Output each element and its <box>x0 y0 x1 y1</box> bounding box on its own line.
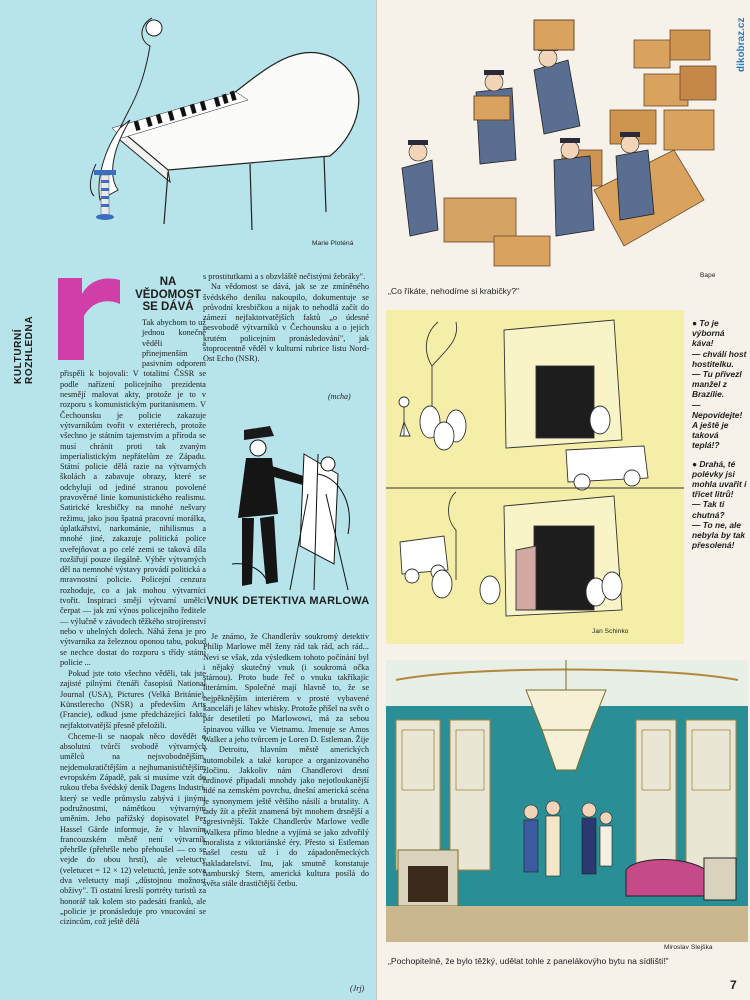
article1-paragraph-2: Pokud jste toto všechno věděli, tak jste zajisté pilnými čtenáři časopisů National Journal (USA), Pictures (Velká Británie), Künstlerecho (NSR) a především Arts (Francie), odkud jsme předcházející fakta nejfaktotvatější přesně přeložili. <box>60 669 206 730</box>
site-watermark-text: dikobraz.cz <box>736 17 747 72</box>
column-separator <box>376 0 377 1000</box>
article1-right-column <box>203 272 369 365</box>
article1-title: NA VĚDOMOST SE DÁVÁ <box>135 276 201 313</box>
joke-1-line-4: — Nepovídejte! A ještě je taková teplá!? <box>692 399 743 451</box>
article1-signature: (mcha) <box>328 392 351 401</box>
joke-1-line-2: — chválí host hostitelku. <box>692 348 747 369</box>
piano-illustration <box>0 0 376 262</box>
article2-title: VNUK DETEKTIVA MARLOWA <box>206 595 370 607</box>
section-tag-text: KULTURNÍ ROZHLEDNA <box>13 315 35 384</box>
joke-2 <box>692 459 748 551</box>
movers-cartoon <box>384 0 750 300</box>
joke-2-line-3: — To ne, ale nebyla by tak přesolená! <box>692 519 746 551</box>
article1-col2-top: s prostitutkami a s obzvláště nečistými žebráky". <box>203 272 366 281</box>
ballroom-cartoon-credit: Miroslav Slejška <box>664 944 713 951</box>
section-tag <box>13 268 37 384</box>
article1-col2-paragraph: Na vědomost se dává, jak se ze zmíněného švédského deníku nakoupilo, dokumentuje se průvodní kresbičkou a nijak to nehodlá začít do zámezí nejfaktotvatějších faktů „o údesné nesvobodě výtvarníků v Čechounsku a o jejich krutém policejním pronásledování", jak stoprocentně věděl v kulturní rubrice listu Nord-Ost Echo (NSR). <box>203 282 369 364</box>
ballroom-cartoon-caption: „Pochopitelně, že bylo těžký, udělat tohle z panelákovýho bytu na sídlišti!" <box>388 956 669 966</box>
article1-lead-text: Tak abychom to už jednou konečně věděli a přinejmenším pasivním odporem přispěli k bojovali: V totalitní ČSSR se podle nařízení policejního prezidenta nesmějí malovat akty, protože je to v rozporu s komunistickým puritanismem. V Čechounsku je policie zakazuje výtvarníkům tvořit v exteriérech, protože všechno je státním tajemstvím a příroda se musí chránit proti tak zvaným imperialistickým nepřátelům ze Západu. Státní policie dělá razie na výtvarných školách a zabavuje obrazy, které se odchylují od jediné stranou povolené pravověrné linie komunistického realismu. Satirické kresbičky na mnohé nešvary režimu, jako jsou špatná pracovní morálka, úplatkářství, narkománie, nihilismus a mnohé jiné, zakazuje politická police uveřejňovat a po celé zemi se taková díla rozšiřují pouze ilegálně. Výběr výtvarných děl na nemnohé výstavy provádí politická a mravnostní policie. Policejní cenzura rozhoduje, co a jak mohou výtvarníci tvořit. Inspiraci smějí výtvarní umělci čerpat — jak zní výnos policejního ředitele — výlučně v závodech těžkého strojírenství nebo v uhelných dolech. Náhá žena je pro výtvarníka za železnou oponou tabu, pokud se nechce dostat do rozporu s třídy státní policie ... <box>60 318 206 667</box>
policeman-painter-illustration <box>208 414 370 594</box>
article2-signature: (Jrj) <box>350 984 365 993</box>
building-cartoon-credit: Jan Schinko <box>592 628 629 635</box>
article1-lead <box>60 318 206 668</box>
article2-body <box>203 632 369 889</box>
joke-2-line-1: ● Drahá, té polévky jsi mohla uvařit i třicet litrů! <box>692 458 747 500</box>
movers-cartoon-caption: „Co říkáte, nehodíme si krabičky?" <box>388 286 520 296</box>
joke-1-line-1: ● To je výborná káva! <box>692 318 725 349</box>
article2-text: Je známo, že Chandlerův soukromý detektiv Philip Marlowe měl ženy rád tak rád, ach rád... Nevi se však, zda výsledkem tohoto počínání byl i nějaký skutečný vnuk (i soukromá očka stárnou). Proto bude řeč o vnuku takříkajíc literárním. Společné mají hlavně to, že se nejpěknějším interiérem v prosté vybavené kanceláři je láhev whisky. Protože přišel na svět o pár desetiletí po Marlowowi, má za sebou špinavou válku ve Vietnamu. Jmenuje se Amos Walker a jeho tvůrcem je Loren D. Estleman. Žije v Detroitu, hlavním městě amerických automobilek a také korupce a organizovaného zločinu. Jakkoliv nám Chandlerovi drsní hrdinové připadali mnohdy jako nejotloukanější lidé na zemském povrchu, dnešní americká scéna je synonymem ještě většího násilí a brutality. A tady žít a přežít znamená být mnohem drsnější a agresivnější. Takže Chandlerův Marlowe vedle Walkera přímo bledne a vyjímá se jako zdvořilý moralista z viktoriánské éry. Přesto si Estleman našel cestu už i do západoněmeckých nakladatelství. Inu, jak smutně konstatuje hamburský Stern, americká kultura posílá do světa stále drastičtější četbu. <box>203 632 369 889</box>
building-cartoon <box>386 310 684 644</box>
ballroom-cartoon <box>386 660 748 942</box>
joke-1 <box>692 318 748 451</box>
piano-credit: Marie Ploténá <box>312 240 354 247</box>
article1-paragraph-3: Chceme-li se naopak něco dovědět o absolutní tvůrčí svobodě výtvarných umělců na nejsvobodnějším, nejdemokratičtějším a nejhumanističtějším evropském Západě, pak si musíme vzít do rukou třeba švédský deník Dagens Industri, který se vedle průmyslu zabývá i jinými podružnostmi, námětkou výtvarným uměním. Jeho pařížský dopisovatel Per Hassel Gärde informuje, že v hlavním francouzském městě není výtvarník přehršle (přehršle nebo přehoušel — co se vejde do obou hrstí), ale veletucty (veletucet = 12 × 12) veletuctů, jenže sotva dva veletucty mají „důstojnou možnost obživy". Ti ostatní kreslí portréty turistů za honorář tak kolem sto padesáti franků, ale „policie je pronásleduje pro vnucování se cizincům, což ještě dělá <box>60 731 206 927</box>
joke-2-line-2: — Tak ti chutná? <box>692 499 725 520</box>
joke-1-line-3: — Tu přivezl manžel z Brazílie. <box>692 369 742 400</box>
movers-cartoon-credit: Bape <box>700 272 716 279</box>
jokes-column <box>692 318 748 558</box>
page-number: 7 <box>730 978 737 992</box>
article1-left-column <box>60 318 206 928</box>
